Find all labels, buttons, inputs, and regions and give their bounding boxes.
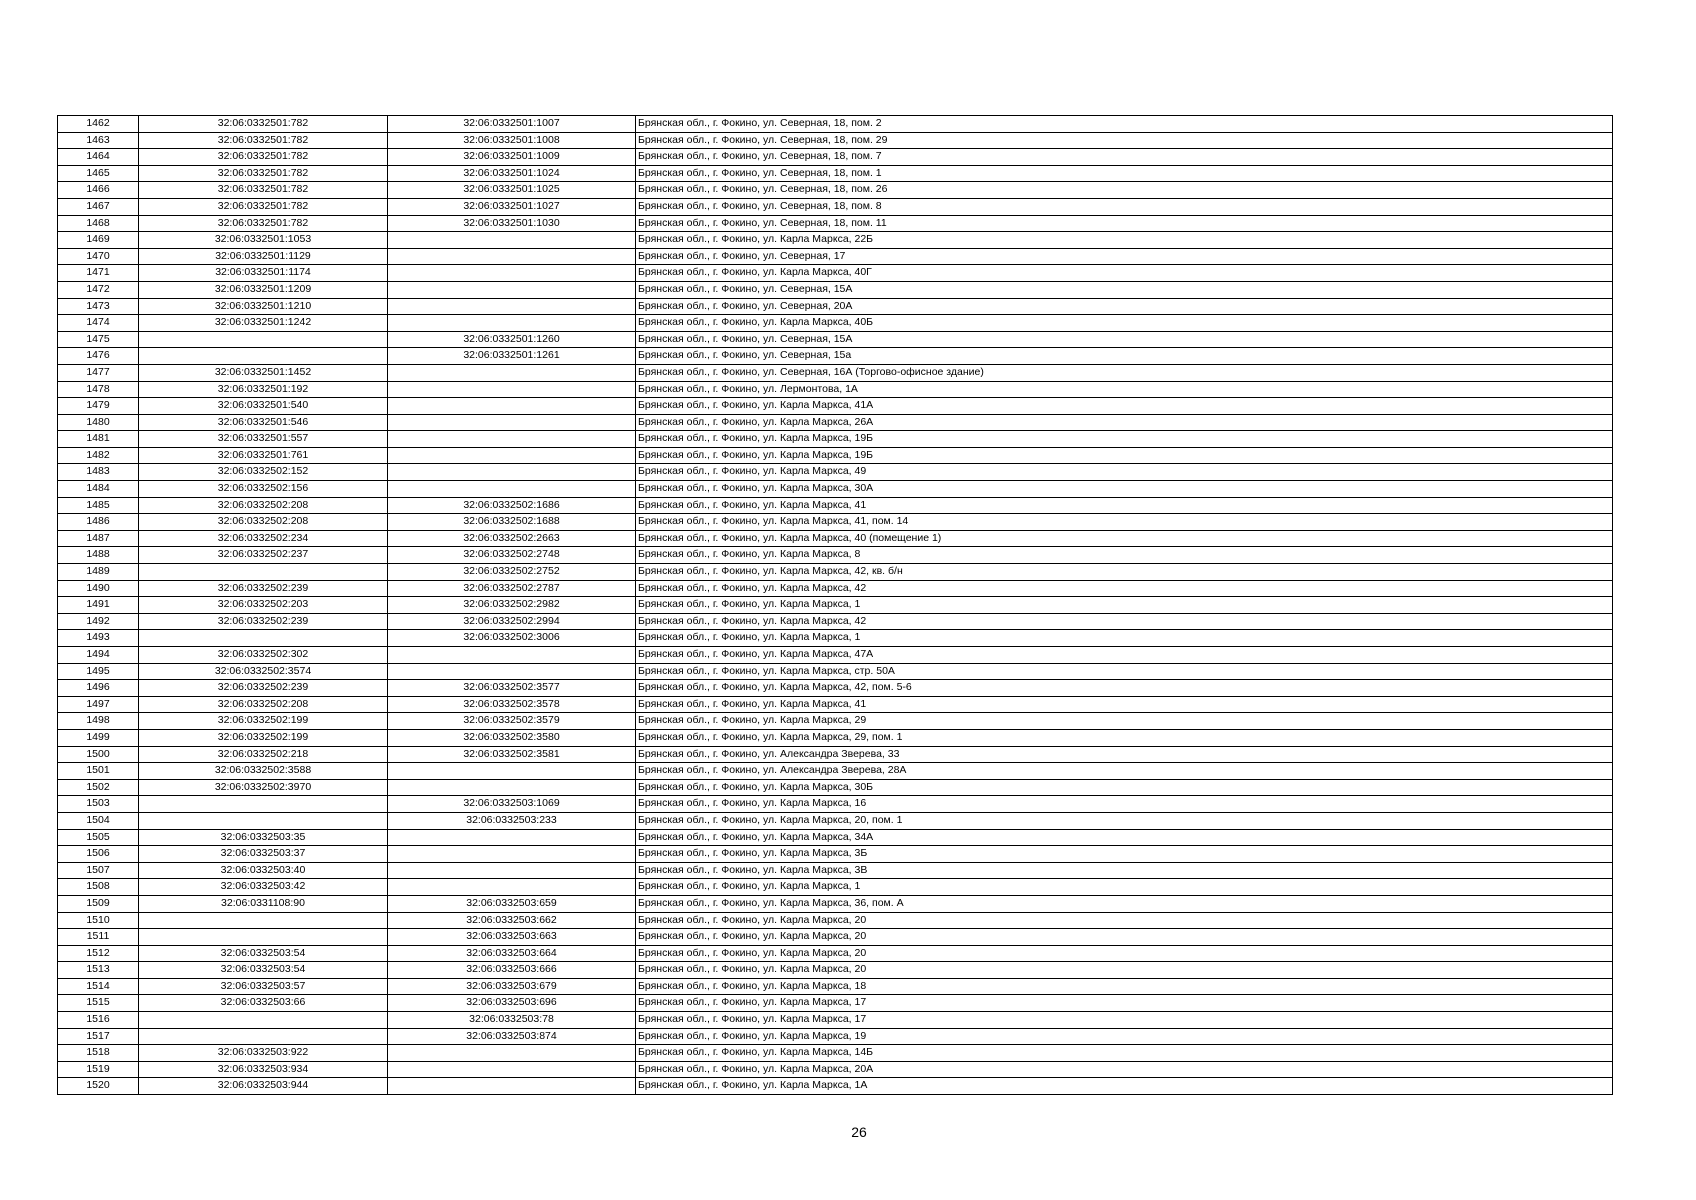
address-cell: Брянская обл., г. Фокино, ул. Карла Маркса, 30Б: [636, 779, 1613, 796]
table-row: [58, 298, 1613, 315]
address-cell: Брянская обл., г. Фокино, ул. Северная, 18, пом. 2: [636, 116, 1613, 133]
address-cell: Брянская обл., г. Фокино, ул. Карла Маркса, 22Б: [636, 232, 1613, 249]
address-cell: Брянская обл., г. Фокино, ул. Северная, 20А: [636, 298, 1613, 315]
table-row: [58, 729, 1613, 746]
building-cadastral-number-cell: [388, 414, 636, 431]
land-cadastral-number-cell: 32:06:0332502:203: [139, 597, 388, 614]
land-cadastral-number-cell: 32:06:0332503:934: [139, 1061, 388, 1078]
building-cadastral-number-cell: 32:06:0332502:3580: [388, 729, 636, 746]
land-cadastral-number-cell: 32:06:0332501:546: [139, 414, 388, 431]
land-cadastral-number-cell: 32:06:0332502:218: [139, 746, 388, 763]
table-row: [58, 198, 1613, 215]
row-number-cell: 1476: [58, 348, 139, 365]
row-number-cell: 1467: [58, 198, 139, 215]
table-row: [58, 530, 1613, 547]
address-cell: Брянская обл., г. Фокино, ул. Северная, 18, пом. 26: [636, 182, 1613, 199]
land-cadastral-number-cell: 32:06:0332503:40: [139, 862, 388, 879]
address-cell: Брянская обл., г. Фокино, ул. Карла Маркса, 42: [636, 580, 1613, 597]
land-cadastral-number-cell: [139, 630, 388, 647]
table-row: [58, 680, 1613, 697]
address-cell: Брянская обл., г. Фокино, ул. Карла Маркса, 14Б: [636, 1045, 1613, 1062]
land-cadastral-number-cell: 32:06:0332501:782: [139, 215, 388, 232]
land-cadastral-number-cell: 32:06:0332502:239: [139, 613, 388, 630]
land-cadastral-number-cell: 32:06:0332502:302: [139, 647, 388, 664]
address-cell: Брянская обл., г. Фокино, ул. Карла Маркса, 20: [636, 945, 1613, 962]
land-cadastral-number-cell: 32:06:0332501:1129: [139, 248, 388, 265]
row-number-cell: 1500: [58, 746, 139, 763]
address-cell: Брянская обл., г. Фокино, ул. Александра Зверева, 33: [636, 746, 1613, 763]
building-cadastral-number-cell: [388, 829, 636, 846]
building-cadastral-number-cell: 32:06:0332502:2994: [388, 613, 636, 630]
row-number-cell: 1464: [58, 149, 139, 166]
building-cadastral-number-cell: [388, 481, 636, 498]
building-cadastral-number-cell: 32:06:0332503:659: [388, 895, 636, 912]
address-cell: Брянская обл., г. Фокино, ул. Северная, 15А: [636, 281, 1613, 298]
building-cadastral-number-cell: 32:06:0332502:2787: [388, 580, 636, 597]
row-number-cell: 1516: [58, 1012, 139, 1029]
building-cadastral-number-cell: [388, 464, 636, 481]
land-cadastral-number-cell: 32:06:0332502:208: [139, 497, 388, 514]
building-cadastral-number-cell: 32:06:0332503:664: [388, 945, 636, 962]
land-cadastral-number-cell: 32:06:0332503:944: [139, 1078, 388, 1095]
land-cadastral-number-cell: 32:06:0332503:35: [139, 829, 388, 846]
address-cell: Брянская обл., г. Фокино, ул. Карла Маркса, 41, пом. 14: [636, 514, 1613, 531]
address-cell: Брянская обл., г. Фокино, ул. Карла Маркса, 17: [636, 1012, 1613, 1029]
table-row: [58, 846, 1613, 863]
address-cell: Брянская обл., г. Фокино, ул. Северная, 16А (Торгово-офисное здание): [636, 364, 1613, 381]
address-cell: Брянская обл., г. Фокино, ул. Карла Маркса, 19Б: [636, 447, 1613, 464]
row-number-cell: 1482: [58, 447, 139, 464]
address-cell: Брянская обл., г. Фокино, ул. Карла Маркса, 3Б: [636, 846, 1613, 863]
table-row: [58, 481, 1613, 498]
row-number-cell: 1494: [58, 647, 139, 664]
table-row: [58, 829, 1613, 846]
land-cadastral-number-cell: 32:06:0332502:239: [139, 580, 388, 597]
land-cadastral-number-cell: [139, 348, 388, 365]
row-number-cell: 1469: [58, 232, 139, 249]
row-number-cell: 1510: [58, 912, 139, 929]
row-number-cell: 1465: [58, 165, 139, 182]
land-cadastral-number-cell: 32:06:0332502:234: [139, 530, 388, 547]
land-cadastral-number-cell: 32:06:0332501:782: [139, 198, 388, 215]
table-row: [58, 613, 1613, 630]
row-number-cell: 1485: [58, 497, 139, 514]
building-cadastral-number-cell: 32:06:0332502:3578: [388, 696, 636, 713]
building-cadastral-number-cell: [388, 779, 636, 796]
table-row: [58, 713, 1613, 730]
table-row: [58, 149, 1613, 166]
row-number-cell: 1515: [58, 995, 139, 1012]
building-cadastral-number-cell: [388, 647, 636, 664]
building-cadastral-number-cell: 32:06:0332501:1027: [388, 198, 636, 215]
building-cadastral-number-cell: 32:06:0332502:3006: [388, 630, 636, 647]
row-number-cell: 1484: [58, 481, 139, 498]
building-cadastral-number-cell: 32:06:0332501:1025: [388, 182, 636, 199]
building-cadastral-number-cell: [388, 315, 636, 332]
row-number-cell: 1518: [58, 1045, 139, 1062]
address-cell: Брянская обл., г. Фокино, ул. Карла Маркса, 19Б: [636, 431, 1613, 448]
address-cell: Брянская обл., г. Фокино, ул. Лермонтова, 1А: [636, 381, 1613, 398]
building-cadastral-number-cell: 32:06:0332502:3577: [388, 680, 636, 697]
land-cadastral-number-cell: [139, 796, 388, 813]
row-number-cell: 1502: [58, 779, 139, 796]
address-cell: Брянская обл., г. Фокино, ул. Карла Маркса, 29: [636, 713, 1613, 730]
building-cadastral-number-cell: [388, 1045, 636, 1062]
land-cadastral-number-cell: 32:06:0332502:208: [139, 696, 388, 713]
land-cadastral-number-cell: 32:06:0332501:192: [139, 381, 388, 398]
building-cadastral-number-cell: 32:06:0332503:662: [388, 912, 636, 929]
row-number-cell: 1468: [58, 215, 139, 232]
row-number-cell: 1496: [58, 680, 139, 697]
land-cadastral-number-cell: 32:06:0332501:761: [139, 447, 388, 464]
building-cadastral-number-cell: [388, 862, 636, 879]
land-cadastral-number-cell: 32:06:0332502:237: [139, 547, 388, 564]
land-cadastral-number-cell: [139, 564, 388, 581]
building-cadastral-number-cell: [388, 248, 636, 265]
address-cell: Брянская обл., г. Фокино, ул. Карла Маркса, 26А: [636, 414, 1613, 431]
address-cell: Брянская обл., г. Фокино, ул. Северная, 18, пом. 29: [636, 132, 1613, 149]
row-number-cell: 1488: [58, 547, 139, 564]
table-row: [58, 945, 1613, 962]
land-cadastral-number-cell: [139, 812, 388, 829]
row-number-cell: 1514: [58, 978, 139, 995]
address-cell: Брянская обл., г. Фокино, ул. Северная, 18, пом. 11: [636, 215, 1613, 232]
row-number-cell: 1501: [58, 763, 139, 780]
land-cadastral-number-cell: [139, 331, 388, 348]
table-row: [58, 1012, 1613, 1029]
table-row: [58, 580, 1613, 597]
address-cell: Брянская обл., г. Фокино, ул. Карла Маркса, 20: [636, 929, 1613, 946]
row-number-cell: 1481: [58, 431, 139, 448]
building-cadastral-number-cell: 32:06:0332501:1030: [388, 215, 636, 232]
row-number-cell: 1477: [58, 364, 139, 381]
table-row: [58, 431, 1613, 448]
row-number-cell: 1519: [58, 1061, 139, 1078]
address-cell: Брянская обл., г. Фокино, ул. Карла Маркса, 40Б: [636, 315, 1613, 332]
land-cadastral-number-cell: 32:06:0332503:66: [139, 995, 388, 1012]
property-table-body: [58, 116, 1613, 1095]
address-cell: Брянская обл., г. Фокино, ул. Александра Зверева, 28А: [636, 763, 1613, 780]
building-cadastral-number-cell: 32:06:0332502:1688: [388, 514, 636, 531]
building-cadastral-number-cell: [388, 763, 636, 780]
building-cadastral-number-cell: 32:06:0332502:3581: [388, 746, 636, 763]
building-cadastral-number-cell: 32:06:0332502:1686: [388, 497, 636, 514]
building-cadastral-number-cell: [388, 281, 636, 298]
row-number-cell: 1471: [58, 265, 139, 282]
table-row: [58, 215, 1613, 232]
table-row: [58, 597, 1613, 614]
address-cell: Брянская обл., г. Фокино, ул. Карла Маркса, 1: [636, 630, 1613, 647]
land-cadastral-number-cell: 32:06:0332501:1210: [139, 298, 388, 315]
building-cadastral-number-cell: 32:06:0332501:1007: [388, 116, 636, 133]
land-cadastral-number-cell: 32:06:0332503:42: [139, 879, 388, 896]
row-number-cell: 1508: [58, 879, 139, 896]
address-cell: Брянская обл., г. Фокино, ул. Карла Маркса, стр. 50А: [636, 663, 1613, 680]
building-cadastral-number-cell: [388, 663, 636, 680]
building-cadastral-number-cell: [388, 265, 636, 282]
address-cell: Брянская обл., г. Фокино, ул. Карла Маркса, 20: [636, 962, 1613, 979]
land-cadastral-number-cell: 32:06:0332501:782: [139, 116, 388, 133]
building-cadastral-number-cell: 32:06:0332502:2752: [388, 564, 636, 581]
address-cell: Брянская обл., г. Фокино, ул. Карла Маркса, 29, пом. 1: [636, 729, 1613, 746]
building-cadastral-number-cell: 32:06:0332503:696: [388, 995, 636, 1012]
table-row: [58, 348, 1613, 365]
land-cadastral-number-cell: 32:06:0332503:57: [139, 978, 388, 995]
building-cadastral-number-cell: 32:06:0332502:3579: [388, 713, 636, 730]
table-row: [58, 912, 1613, 929]
building-cadastral-number-cell: [388, 1078, 636, 1095]
building-cadastral-number-cell: [388, 846, 636, 863]
row-number-cell: 1473: [58, 298, 139, 315]
row-number-cell: 1497: [58, 696, 139, 713]
table-row: [58, 364, 1613, 381]
land-cadastral-number-cell: 32:06:0332503:54: [139, 962, 388, 979]
land-cadastral-number-cell: [139, 1012, 388, 1029]
row-number-cell: 1479: [58, 398, 139, 415]
land-cadastral-number-cell: [139, 929, 388, 946]
building-cadastral-number-cell: 32:06:0332503:663: [388, 929, 636, 946]
address-cell: Брянская обл., г. Фокино, ул. Карла Маркса, 30А: [636, 481, 1613, 498]
building-cadastral-number-cell: 32:06:0332502:2982: [388, 597, 636, 614]
row-number-cell: 1466: [58, 182, 139, 199]
address-cell: Брянская обл., г. Фокино, ул. Карла Маркса, 40Г: [636, 265, 1613, 282]
table-row: [58, 978, 1613, 995]
address-cell: Брянская обл., г. Фокино, ул. Северная, 18, пом. 7: [636, 149, 1613, 166]
row-number-cell: 1493: [58, 630, 139, 647]
table-row: [58, 315, 1613, 332]
land-cadastral-number-cell: 32:06:0332503:37: [139, 846, 388, 863]
table-row: [58, 1061, 1613, 1078]
table-row: [58, 132, 1613, 149]
building-cadastral-number-cell: [388, 381, 636, 398]
address-cell: Брянская обл., г. Фокино, ул. Карла Маркса, 1: [636, 597, 1613, 614]
address-cell: Брянская обл., г. Фокино, ул. Карла Маркса, 40 (помещение 1): [636, 530, 1613, 547]
row-number-cell: 1499: [58, 729, 139, 746]
address-cell: Брянская обл., г. Фокино, ул. Карла Маркса, 42, кв. б/н: [636, 564, 1613, 581]
table-row: [58, 1045, 1613, 1062]
row-number-cell: 1486: [58, 514, 139, 531]
land-cadastral-number-cell: 32:06:0332501:782: [139, 165, 388, 182]
table-row: [58, 779, 1613, 796]
building-cadastral-number-cell: 32:06:0332503:233: [388, 812, 636, 829]
address-cell: Брянская обл., г. Фокино, ул. Северная, 15А: [636, 331, 1613, 348]
row-number-cell: 1498: [58, 713, 139, 730]
row-number-cell: 1507: [58, 862, 139, 879]
land-cadastral-number-cell: 32:06:0332501:1452: [139, 364, 388, 381]
land-cadastral-number-cell: [139, 1028, 388, 1045]
table-row: [58, 248, 1613, 265]
row-number-cell: 1512: [58, 945, 139, 962]
building-cadastral-number-cell: 32:06:0332503:78: [388, 1012, 636, 1029]
row-number-cell: 1517: [58, 1028, 139, 1045]
land-cadastral-number-cell: 32:06:0332502:156: [139, 481, 388, 498]
building-cadastral-number-cell: 32:06:0332502:2748: [388, 547, 636, 564]
table-row: [58, 763, 1613, 780]
land-cadastral-number-cell: 32:06:0332501:782: [139, 182, 388, 199]
land-cadastral-number-cell: 32:06:0332501:782: [139, 149, 388, 166]
address-cell: Брянская обл., г. Фокино, ул. Карла Маркса, 49: [636, 464, 1613, 481]
building-cadastral-number-cell: 32:06:0332501:1009: [388, 149, 636, 166]
row-number-cell: 1495: [58, 663, 139, 680]
building-cadastral-number-cell: [388, 1061, 636, 1078]
table-row: [58, 182, 1613, 199]
row-number-cell: 1511: [58, 929, 139, 946]
building-cadastral-number-cell: [388, 232, 636, 249]
land-cadastral-number-cell: 32:06:0332501:1174: [139, 265, 388, 282]
building-cadastral-number-cell: 32:06:0332503:874: [388, 1028, 636, 1045]
address-cell: Брянская обл., г. Фокино, ул. Карла Маркса, 41: [636, 696, 1613, 713]
row-number-cell: 1505: [58, 829, 139, 846]
land-cadastral-number-cell: 32:06:0332502:199: [139, 713, 388, 730]
row-number-cell: 1492: [58, 613, 139, 630]
row-number-cell: 1478: [58, 381, 139, 398]
land-cadastral-number-cell: 32:06:0332502:208: [139, 514, 388, 531]
table-row: [58, 381, 1613, 398]
row-number-cell: 1489: [58, 564, 139, 581]
table-row: [58, 929, 1613, 946]
table-row: [58, 232, 1613, 249]
address-cell: Брянская обл., г. Фокино, ул. Карла Маркса, 18: [636, 978, 1613, 995]
address-cell: Брянская обл., г. Фокино, ул. Карла Маркса, 20А: [636, 1061, 1613, 1078]
row-number-cell: 1475: [58, 331, 139, 348]
building-cadastral-number-cell: 32:06:0332501:1261: [388, 348, 636, 365]
page-number: 26: [851, 1124, 867, 1140]
building-cadastral-number-cell: [388, 364, 636, 381]
table-row: [58, 1028, 1613, 1045]
building-cadastral-number-cell: 32:06:0332502:2663: [388, 530, 636, 547]
table-row: [58, 165, 1613, 182]
row-number-cell: 1490: [58, 580, 139, 597]
building-cadastral-number-cell: 32:06:0332501:1260: [388, 331, 636, 348]
land-cadastral-number-cell: 32:06:0332502:3588: [139, 763, 388, 780]
address-cell: Брянская обл., г. Фокино, ул. Карла Маркса, 41А: [636, 398, 1613, 415]
table-row: [58, 281, 1613, 298]
building-cadastral-number-cell: [388, 879, 636, 896]
address-cell: Брянская обл., г. Фокино, ул. Карла Маркса, 20, пом. 1: [636, 812, 1613, 829]
land-cadastral-number-cell: 32:06:0332502:3970: [139, 779, 388, 796]
table-row: [58, 1078, 1613, 1095]
table-row: [58, 331, 1613, 348]
table-row: [58, 663, 1613, 680]
address-cell: Брянская обл., г. Фокино, ул. Северная, 15а: [636, 348, 1613, 365]
row-number-cell: 1474: [58, 315, 139, 332]
address-cell: Брянская обл., г. Фокино, ул. Карла Маркса, 41: [636, 497, 1613, 514]
table-row: [58, 497, 1613, 514]
row-number-cell: 1483: [58, 464, 139, 481]
table-row: [58, 895, 1613, 912]
table-row: [58, 696, 1613, 713]
land-cadastral-number-cell: 32:06:0332501:557: [139, 431, 388, 448]
table-row: [58, 796, 1613, 813]
address-cell: Брянская обл., г. Фокино, ул. Карла Маркса, 1: [636, 879, 1613, 896]
land-cadastral-number-cell: 32:06:0332502:199: [139, 729, 388, 746]
building-cadastral-number-cell: 32:06:0332501:1024: [388, 165, 636, 182]
row-number-cell: 1506: [58, 846, 139, 863]
address-cell: Брянская обл., г. Фокино, ул. Северная, 18, пом. 1: [636, 165, 1613, 182]
property-table: [57, 115, 1613, 1095]
table-row: [58, 862, 1613, 879]
table-row: [58, 414, 1613, 431]
address-cell: Брянская обл., г. Фокино, ул. Карла Маркса, 42: [636, 613, 1613, 630]
building-cadastral-number-cell: 32:06:0332503:666: [388, 962, 636, 979]
building-cadastral-number-cell: [388, 398, 636, 415]
building-cadastral-number-cell: 32:06:0332503:679: [388, 978, 636, 995]
land-cadastral-number-cell: 32:06:0332501:1242: [139, 315, 388, 332]
address-cell: Брянская обл., г. Фокино, ул. Северная, 17: [636, 248, 1613, 265]
table-row: [58, 812, 1613, 829]
address-cell: Брянская обл., г. Фокино, ул. Карла Маркса, 34А: [636, 829, 1613, 846]
address-cell: Брянская обл., г. Фокино, ул. Карла Маркса, 19: [636, 1028, 1613, 1045]
address-cell: Брянская обл., г. Фокино, ул. Карла Маркса, 47А: [636, 647, 1613, 664]
building-cadastral-number-cell: 32:06:0332503:1069: [388, 796, 636, 813]
address-cell: Брянская обл., г. Фокино, ул. Карла Маркса, 42, пом. 5-6: [636, 680, 1613, 697]
land-cadastral-number-cell: 32:06:0332502:3574: [139, 663, 388, 680]
address-cell: Брянская обл., г. Фокино, ул. Карла Маркса, 8: [636, 547, 1613, 564]
row-number-cell: 1491: [58, 597, 139, 614]
address-cell: Брянская обл., г. Фокино, ул. Карла Маркса, 20: [636, 912, 1613, 929]
table-row: [58, 746, 1613, 763]
row-number-cell: 1509: [58, 895, 139, 912]
land-cadastral-number-cell: 32:06:0332503:54: [139, 945, 388, 962]
address-cell: Брянская обл., г. Фокино, ул. Карла Маркса, 17: [636, 995, 1613, 1012]
building-cadastral-number-cell: [388, 298, 636, 315]
row-number-cell: 1470: [58, 248, 139, 265]
table-row: [58, 962, 1613, 979]
row-number-cell: 1520: [58, 1078, 139, 1095]
table-row: [58, 514, 1613, 531]
row-number-cell: 1513: [58, 962, 139, 979]
table-row: [58, 995, 1613, 1012]
row-number-cell: 1503: [58, 796, 139, 813]
table-row: [58, 116, 1613, 133]
land-cadastral-number-cell: 32:06:0332501:1209: [139, 281, 388, 298]
address-cell: Брянская обл., г. Фокино, ул. Карла Маркса, 3В: [636, 862, 1613, 879]
table-row: [58, 647, 1613, 664]
address-cell: Брянская обл., г. Фокино, ул. Карла Маркса, 1А: [636, 1078, 1613, 1095]
row-number-cell: 1487: [58, 530, 139, 547]
table-row: [58, 564, 1613, 581]
row-number-cell: 1504: [58, 812, 139, 829]
table-row: [58, 464, 1613, 481]
row-number-cell: 1462: [58, 116, 139, 133]
building-cadastral-number-cell: [388, 447, 636, 464]
table-row: [58, 265, 1613, 282]
land-cadastral-number-cell: 32:06:0332503:922: [139, 1045, 388, 1062]
table-row: [58, 447, 1613, 464]
address-cell: Брянская обл., г. Фокино, ул. Карла Маркса, 36, пом. А: [636, 895, 1613, 912]
address-cell: Брянская обл., г. Фокино, ул. Карла Маркса, 16: [636, 796, 1613, 813]
row-number-cell: 1480: [58, 414, 139, 431]
land-cadastral-number-cell: 32:06:0332502:239: [139, 680, 388, 697]
table-row: [58, 398, 1613, 415]
land-cadastral-number-cell: 32:06:0332502:152: [139, 464, 388, 481]
land-cadastral-number-cell: 32:06:0331108:90: [139, 895, 388, 912]
land-cadastral-number-cell: 32:06:0332501:782: [139, 132, 388, 149]
table-row: [58, 879, 1613, 896]
table-row: [58, 630, 1613, 647]
land-cadastral-number-cell: 32:06:0332501:540: [139, 398, 388, 415]
address-cell: Брянская обл., г. Фокино, ул. Северная, 18, пом. 8: [636, 198, 1613, 215]
land-cadastral-number-cell: 32:06:0332501:1053: [139, 232, 388, 249]
land-cadastral-number-cell: [139, 912, 388, 929]
building-cadastral-number-cell: 32:06:0332501:1008: [388, 132, 636, 149]
row-number-cell: 1472: [58, 281, 139, 298]
building-cadastral-number-cell: [388, 431, 636, 448]
row-number-cell: 1463: [58, 132, 139, 149]
table-row: [58, 547, 1613, 564]
